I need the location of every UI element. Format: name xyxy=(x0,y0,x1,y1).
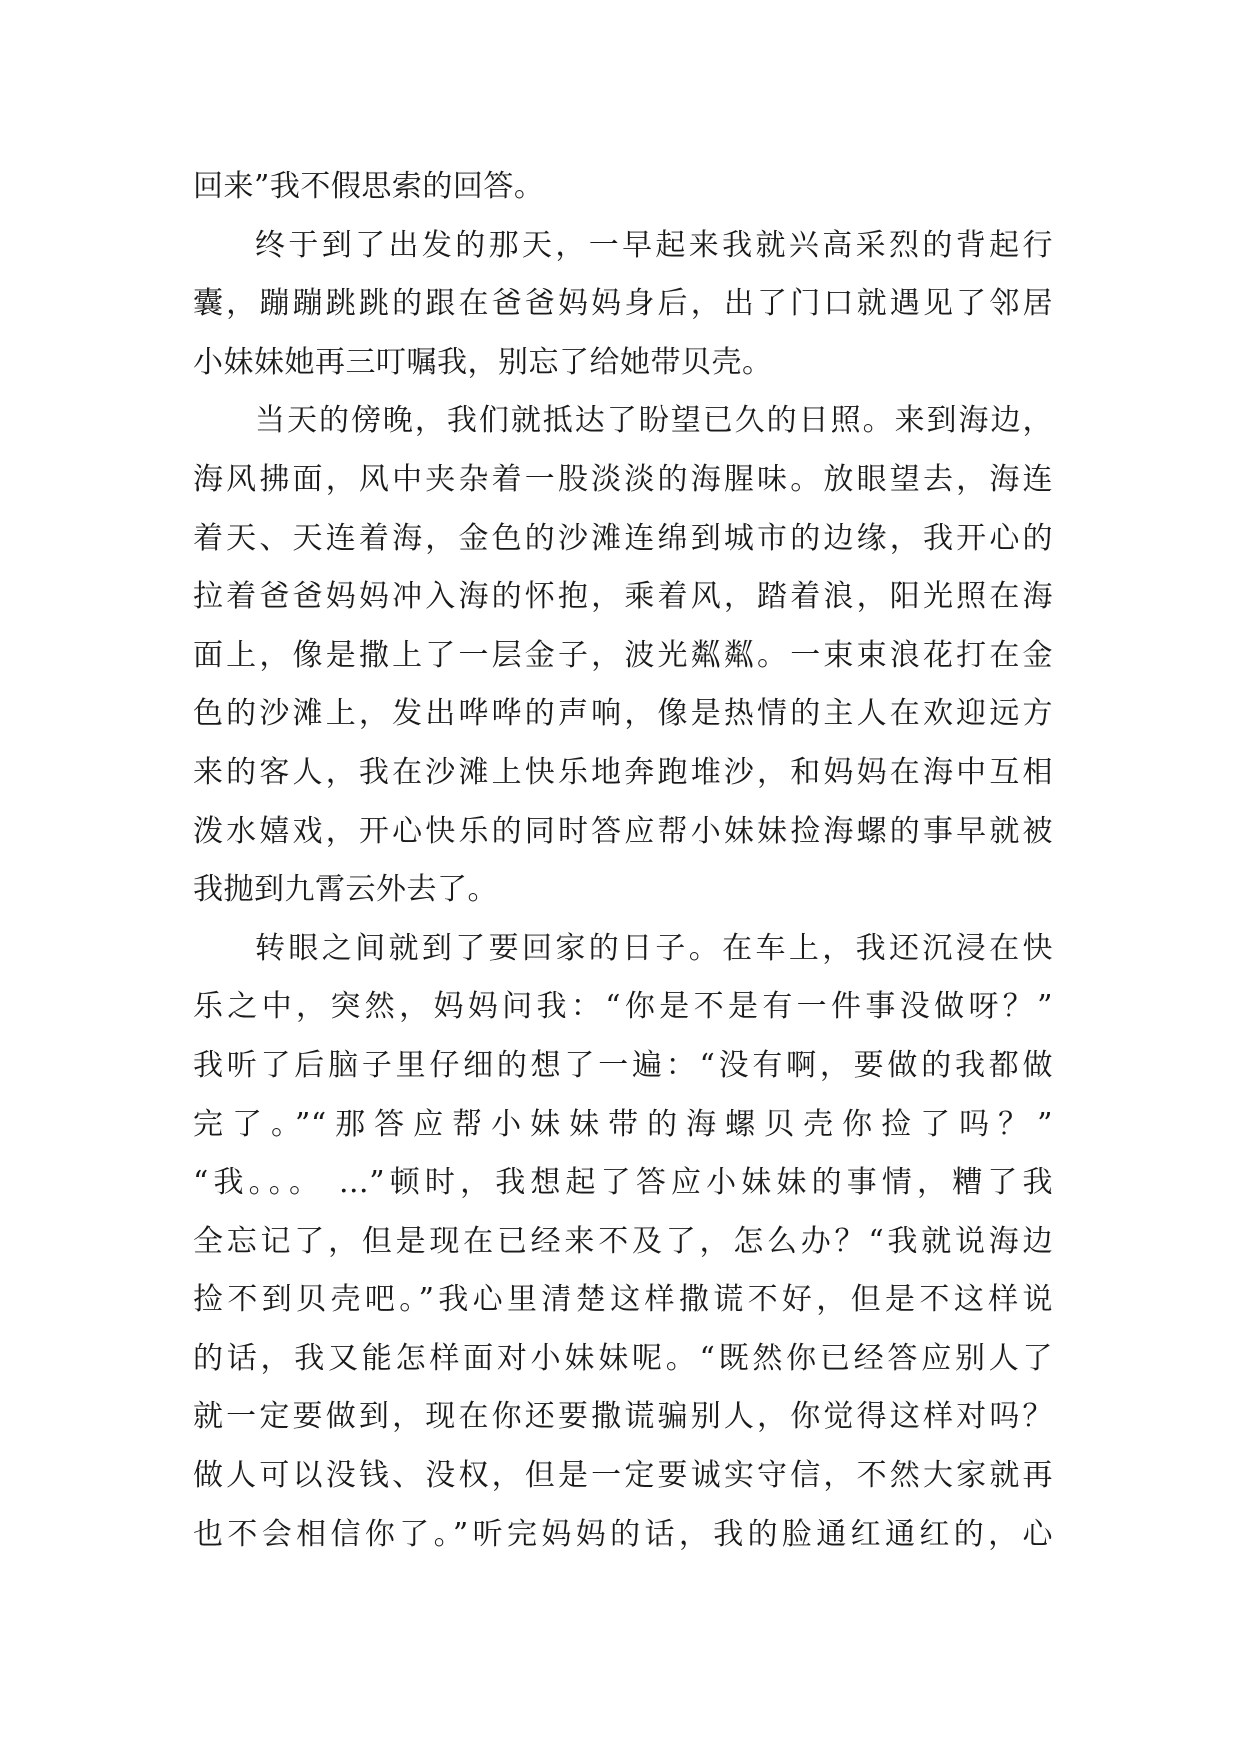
text-line: 囊，蹦蹦跳跳的跟在爸爸妈妈身后，出了门口就遇见了邻居 xyxy=(193,286,1053,322)
text-line: 全忘记了，但是现在已经来不及了，怎么办？“我就说海边 xyxy=(193,1223,1053,1259)
text-line: 就一定要做到，现在你还要撒谎骗别人，你觉得这样对吗？ xyxy=(193,1399,1053,1435)
text-line: 拉着爸爸妈妈冲入海的怀抱，乘着风，踏着浪，阳光照在海 xyxy=(193,579,1053,615)
text-line: 小妹妹她再三叮嘱我，别忘了给她带贝壳。 xyxy=(193,344,773,380)
text-line: 色的沙滩上，发出哗哗的声响，像是热情的主人在欢迎远方 xyxy=(193,696,1053,732)
essay-body xyxy=(193,158,1053,1564)
paragraph-first-line: 转眼之间就到了要回家的日子。在车上，我还沉浸在快 xyxy=(255,930,1053,966)
text-line: 完了。”“那答应帮小妹妹带的海螺贝壳你捡了吗？” xyxy=(193,1106,1053,1142)
text-line: 的话，我又能怎样面对小妹妹呢。“既然你已经答应别人了 xyxy=(193,1340,1053,1376)
text-line: 回来”我不假思索的回答。 xyxy=(193,169,545,204)
text-line: 我抛到九霄云外去了。 xyxy=(193,872,498,908)
text-line: 捡不到贝壳吧。”我心里清楚这样撒谎不好，但是不这样说 xyxy=(193,1282,1053,1318)
text-line: 我听了后脑子里仔细的想了一遍：“没有啊，要做的我都做 xyxy=(193,1047,1053,1083)
text-line: 来的客人，我在沙滩上快乐地奔跑堆沙，和妈妈在海中互相 xyxy=(193,754,1053,790)
text-line: “我。。。 …”顿时，我想起了答应小妹妹的事情，糟了我 xyxy=(193,1165,1053,1201)
text-line: 乐之中，突然，妈妈问我：“你是不是有一件事没做呀？” xyxy=(193,989,1053,1025)
paragraph-first-line: 终于到了出发的那天，一早起来我就兴高采烈的背起行 xyxy=(255,227,1053,263)
text-line: 面上，像是撒上了一层金子，波光粼粼。一束束浪花打在金 xyxy=(193,637,1053,673)
text-line: 也不会相信你了。”听完妈妈的话，我的脸通红通红的，心 xyxy=(193,1516,1053,1552)
text-line: 着天、天连着海，金色的沙滩连绵到城市的边缘，我开心的 xyxy=(193,520,1053,556)
paragraph-first-line: 当天的傍晚，我们就抵达了盼望已久的日照。来到海边， xyxy=(255,403,1053,439)
text-line: 海风拂面，风中夹杂着一股淡淡的海腥味。放眼望去，海连 xyxy=(193,461,1053,497)
text-line: 做人可以没钱、没权，但是一定要诚实守信，不然大家就再 xyxy=(193,1458,1053,1494)
text-line: 泼水嬉戏，开心快乐的同时答应帮小妹妹捡海螺的事早就被 xyxy=(193,813,1053,849)
